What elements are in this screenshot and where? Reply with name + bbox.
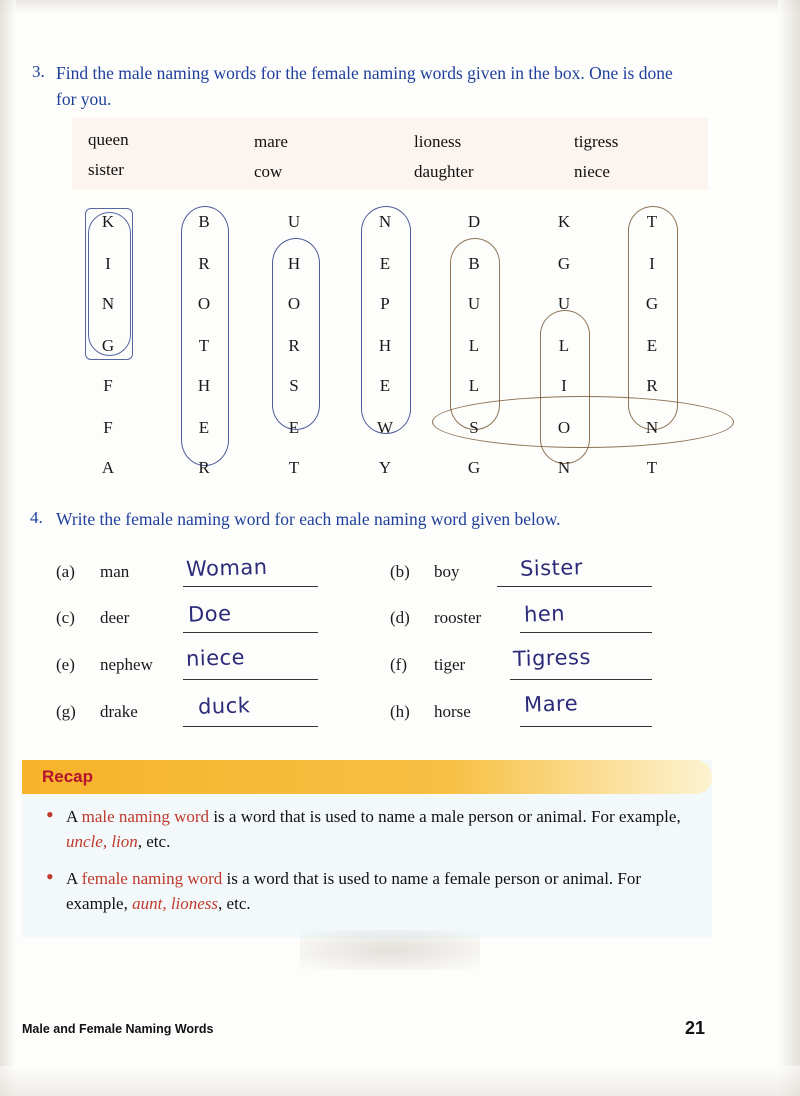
grid-letter: I (649, 254, 655, 273)
grid-letter: G (557, 254, 571, 273)
pen-mark-nephew (361, 206, 411, 434)
answer-key-f: (f) (390, 655, 407, 674)
recap-bullet-1-mid: is a word that is used to name a male person or animal. For example, (209, 807, 681, 826)
word-box-item-sister: sister (88, 160, 124, 179)
grid-letter: E (198, 418, 210, 437)
answer-prompt-drake: drake (100, 702, 138, 721)
question-4-text: Write the female naming word for each male naming word given below. (56, 509, 561, 529)
grid-letter: R (198, 458, 210, 477)
question-3-text: Find the male naming words for the female naming words given in the box. One is done for you. (56, 63, 673, 109)
grid-letter: E (379, 254, 391, 273)
answer-prompt-nephew: nephew (100, 655, 153, 674)
grid-letter: L (468, 336, 480, 355)
answer-line-c[interactable] (183, 632, 318, 633)
answer-line-h[interactable] (520, 726, 652, 727)
answer-prompt-horse: horse (434, 702, 471, 721)
grid-letter: U (467, 294, 481, 313)
grid-letter: I (105, 254, 111, 273)
grid-letter: U (287, 212, 301, 231)
grid-letter: O (197, 294, 211, 313)
recap-bullet-female (40, 866, 700, 916)
grid-letter: N (378, 212, 392, 231)
answer-prompt-rooster: rooster (434, 608, 482, 627)
recap-bullet-2-examples: aunt, lioness (132, 894, 219, 913)
grid-letter: Y (378, 458, 392, 477)
word-box-item-niece: niece (574, 162, 610, 181)
word-box-item-mare: mare (254, 132, 288, 151)
answer-line-a[interactable] (183, 586, 318, 587)
recap-bullet-1-pre: A (66, 807, 82, 826)
answer-line-d[interactable] (520, 632, 652, 633)
grid-letter: L (558, 336, 570, 355)
question-4-number: 4. (30, 508, 43, 527)
answer-line-g[interactable] (183, 726, 318, 727)
grid-letter: L (468, 376, 480, 395)
answer-handwritten-a: Woman (185, 554, 268, 582)
recap-body (40, 804, 700, 928)
answer-handwritten-g: duck (197, 693, 251, 719)
recap-bullet-2-post: , etc. (218, 894, 251, 913)
pen-mark-tiger (628, 206, 678, 430)
grid-letter: R (288, 336, 300, 355)
word-box-item-tigress: tigress (574, 132, 619, 151)
answer-key-g: (g) (56, 702, 76, 721)
recap-bullet-2-mid: is a word that is used to name a female person or animal. For example, (66, 869, 642, 913)
grid-letter: H (197, 376, 211, 395)
recap-bullet-2-term: female naming word (81, 869, 223, 888)
grid-letter: F (103, 376, 113, 395)
page-number: 21 (684, 1018, 705, 1038)
grid-letter: U (557, 294, 571, 313)
grid-letter: W (376, 418, 394, 437)
answer-key-b: (b) (390, 562, 410, 581)
grid-letter: T (198, 336, 210, 355)
recap-bullet-1-post: , etc. (137, 832, 171, 851)
recap-panel (22, 760, 712, 938)
grid-letter: K (557, 212, 571, 231)
grid-letter: T (646, 212, 658, 231)
grid-letter: G (467, 458, 481, 477)
word-box-item-daughter: daughter (414, 162, 474, 181)
answer-key-a: (a) (56, 562, 75, 581)
grid-letter: D (467, 212, 481, 231)
grid-letter: B (198, 212, 210, 231)
grid-letter: R (198, 254, 210, 273)
recap-bullet-1-term: male naming word (81, 807, 210, 826)
grid-letter: G (645, 294, 659, 313)
answer-key-e: (e) (56, 655, 75, 674)
grid-letter: N (101, 294, 115, 313)
grid-letter: B (468, 254, 480, 273)
grid-letter: K (101, 212, 115, 231)
grid-letter: S (469, 418, 479, 437)
grid-letter: T (646, 458, 658, 477)
answer-prompt-deer: deer (100, 608, 130, 627)
answer-key-h: (h) (390, 702, 410, 721)
grid-letter: F (103, 418, 113, 437)
answer-prompt-boy: boy (434, 562, 460, 581)
grid-letter: O (287, 294, 301, 313)
answer-line-f[interactable] (510, 679, 652, 680)
scan-edge-left (0, 0, 16, 1096)
recap-bullet-2-pre: A (66, 869, 82, 888)
word-box-item-lioness: lioness (414, 132, 462, 151)
grid-letter: A (101, 458, 115, 477)
scan-edge-right (778, 0, 800, 1096)
grid-letter: I (561, 376, 567, 395)
answer-handwritten-e: niece (185, 645, 246, 671)
answer-handwritten-d: hen (523, 601, 566, 627)
answer-prompt-man: man (100, 562, 130, 581)
pen-mark-king-inner (88, 212, 131, 356)
scan-edge-bottom (0, 1066, 800, 1096)
grid-letter: R (646, 376, 658, 395)
answer-line-e[interactable] (183, 679, 318, 680)
answer-handwritten-h: Mare (523, 691, 579, 717)
grid-letter: O (557, 418, 571, 437)
recap-bullet-1-examples: uncle, lion (66, 832, 138, 851)
word-box-item-queen: queen (88, 130, 129, 149)
answer-key-c: (c) (56, 608, 75, 627)
recap-title: Recap (42, 767, 94, 786)
grid-letter: G (101, 336, 115, 355)
grid-letter: N (645, 418, 659, 437)
word-box (72, 118, 708, 190)
grid-letter: E (288, 418, 300, 437)
scan-smudge (300, 930, 480, 970)
recap-header-bar (22, 760, 712, 794)
answer-prompt-tiger: tiger (434, 655, 466, 674)
grid-letter: T (288, 458, 300, 477)
grid-letter: E (379, 376, 391, 395)
grid-letter: N (557, 458, 571, 477)
answer-handwritten-f: Tigress (512, 644, 592, 672)
grid-letter: H (378, 336, 392, 355)
scan-edge-top (0, 0, 800, 14)
grid-letter: E (646, 336, 658, 355)
word-box-item-cow: cow (254, 162, 283, 181)
answer-handwritten-c: Doe (187, 601, 232, 627)
answer-key-d: (d) (390, 608, 410, 627)
grid-letter: H (287, 254, 301, 273)
letter-grid (72, 200, 712, 480)
footer-chapter-title: Male and Female Naming Words (22, 1022, 214, 1036)
answer-line-b[interactable] (497, 586, 652, 587)
grid-letter: S (289, 376, 299, 395)
question-3-number: 3. (32, 62, 45, 81)
grid-letter: P (380, 294, 390, 313)
recap-bullet-male (40, 804, 700, 854)
answer-handwritten-b: Sister (519, 555, 584, 581)
